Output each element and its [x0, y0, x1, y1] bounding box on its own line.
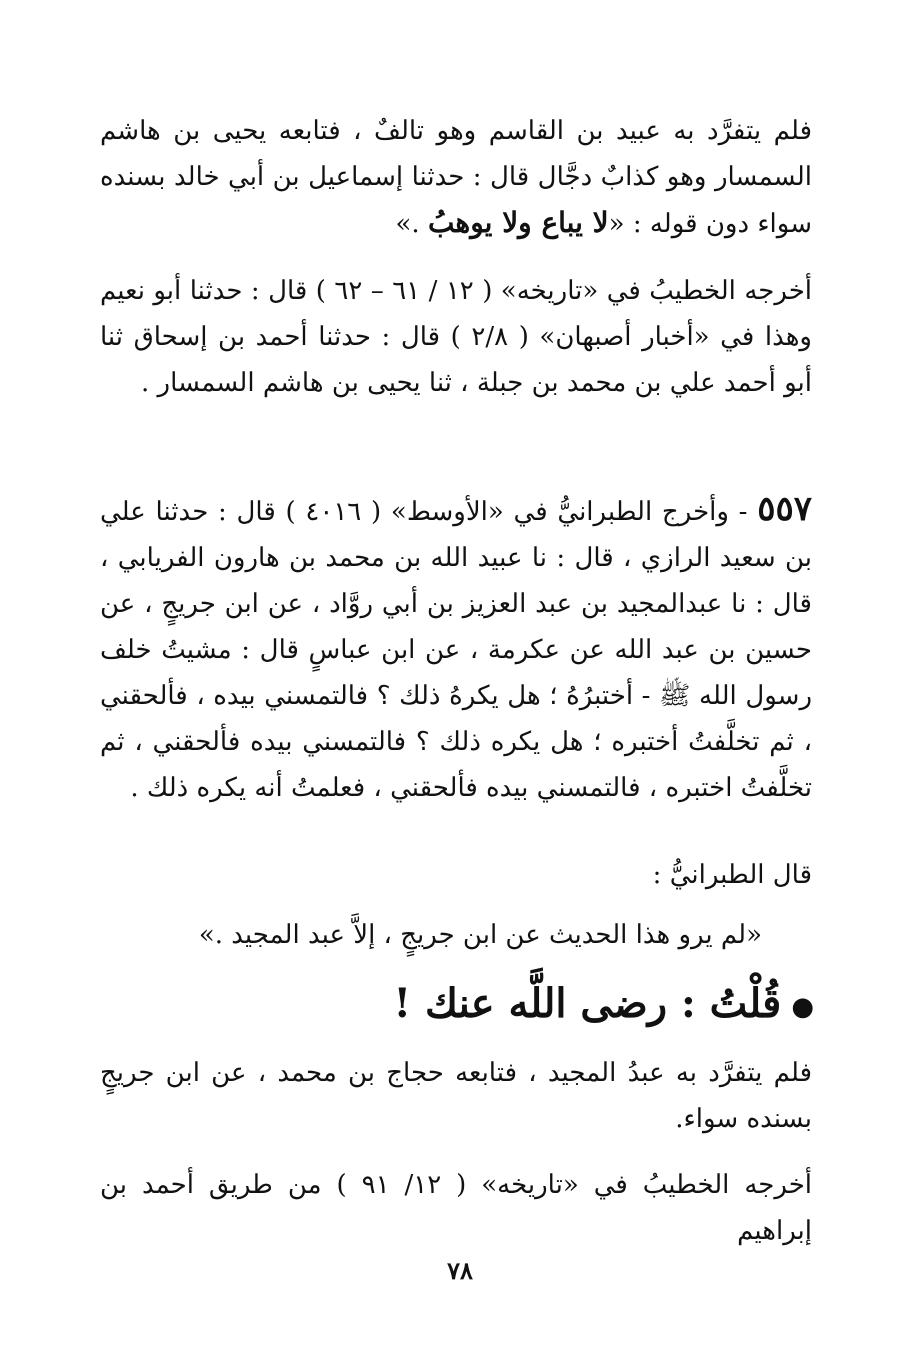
paragraph-1-line-3-suffix: .»	[395, 209, 428, 239]
paragraph-1-line-1: فلم يتفرَّد به عبيد بن القاسم وهو تالفٌ ، فتابعه يحيى بن هاشم السمسار	[100, 116, 812, 192]
paragraph-2	[100, 268, 812, 406]
paragraph-6-text: فلم يتفرَّد به عبدُ المجيد ، فتابعه حجاج بن محمد ، عن ابن جريجٍ بسنده سواء.	[100, 1058, 812, 1134]
paragraph-7-text: أخرجه الخطيبُ في «تاريخه» ( ١٢/ ٩١ ) من طريق أحمد بن إبراهيم	[100, 1170, 812, 1246]
paragraph-2-text: أخرجه الخطيبُ في «تاريخه» ( ١٢ / ٦١ – ٦٢ ) قال : حدثنا أبو نعيم وهذا في «أخبار أصبهان» ( ٢/٨ ) قال : حدثنا أحمد بن إسحاق ثنا أبو أحمد علي بن محمد بن جبلة ، ثنا يحيى بن هاشم السمسار .	[100, 276, 813, 398]
tabarani-quote-text: «لم يرو هذا الحديث عن ابن جريجٍ ، إلاَّ عبد المجيد .»	[198, 920, 762, 950]
paragraph-1-line-3-prefix: قوله : «	[608, 209, 698, 239]
paragraph-1	[100, 108, 812, 247]
quoted-phrase: لا يباع ولا يوهبُ	[427, 206, 609, 239]
bullet-dot-icon: ●	[791, 992, 814, 1022]
paragraph-7	[100, 1162, 812, 1254]
qult-heading	[393, 976, 814, 1035]
page-number: ٧٨	[447, 1256, 473, 1285]
paragraph-tabarani-quote	[100, 912, 812, 958]
paragraph-hadith	[100, 486, 812, 811]
qult-heading-text: قُلْتُ : رضى اللَّه عنك !	[393, 980, 782, 1027]
tabarani-said-text: قال الطبرانيُّ :	[652, 860, 812, 890]
paragraph-1-line-2: وهو كذابٌ دجَّال قال : حدثنا إسماعيل بن أبي خالد بسنده سواء دون	[100, 162, 812, 239]
hadith-number: ٥٥٧	[757, 489, 812, 529]
hadith-text: - وأخرج الطبرانيُّ في «الأوسط» ( ٤٠١٦ ) قال : حدثنا علي بن سعيد الرازي ، قال : نا عبيد الله بن محمد بن هارون الفريابي ، قال : نا عبدالمجيد بن عبد العزيز بن أبي روَّاد ، عن ابن جريجٍ ، عن حسين بن عبد الله عن عكرمة ، عن ابن عباسٍ قال : مشيتُ خلف رسول الله ﷺ - أختبرُهُ ؛ هل يكرهُ ذلك ؟ فالتمسني بيده ، فألحقني ، ثم تخلَّفتُ أختبره ؛ هل يكره ذلك ؟ فالتمسني بيده فألحقني ، ثم تخلَّفتُ اختبره ، فالتمسني بيده فألحقني ، فعلمتُ أنه يكره ذلك .	[100, 497, 812, 803]
paragraph-tabarani-said	[100, 852, 812, 898]
paragraph-6	[100, 1050, 812, 1142]
